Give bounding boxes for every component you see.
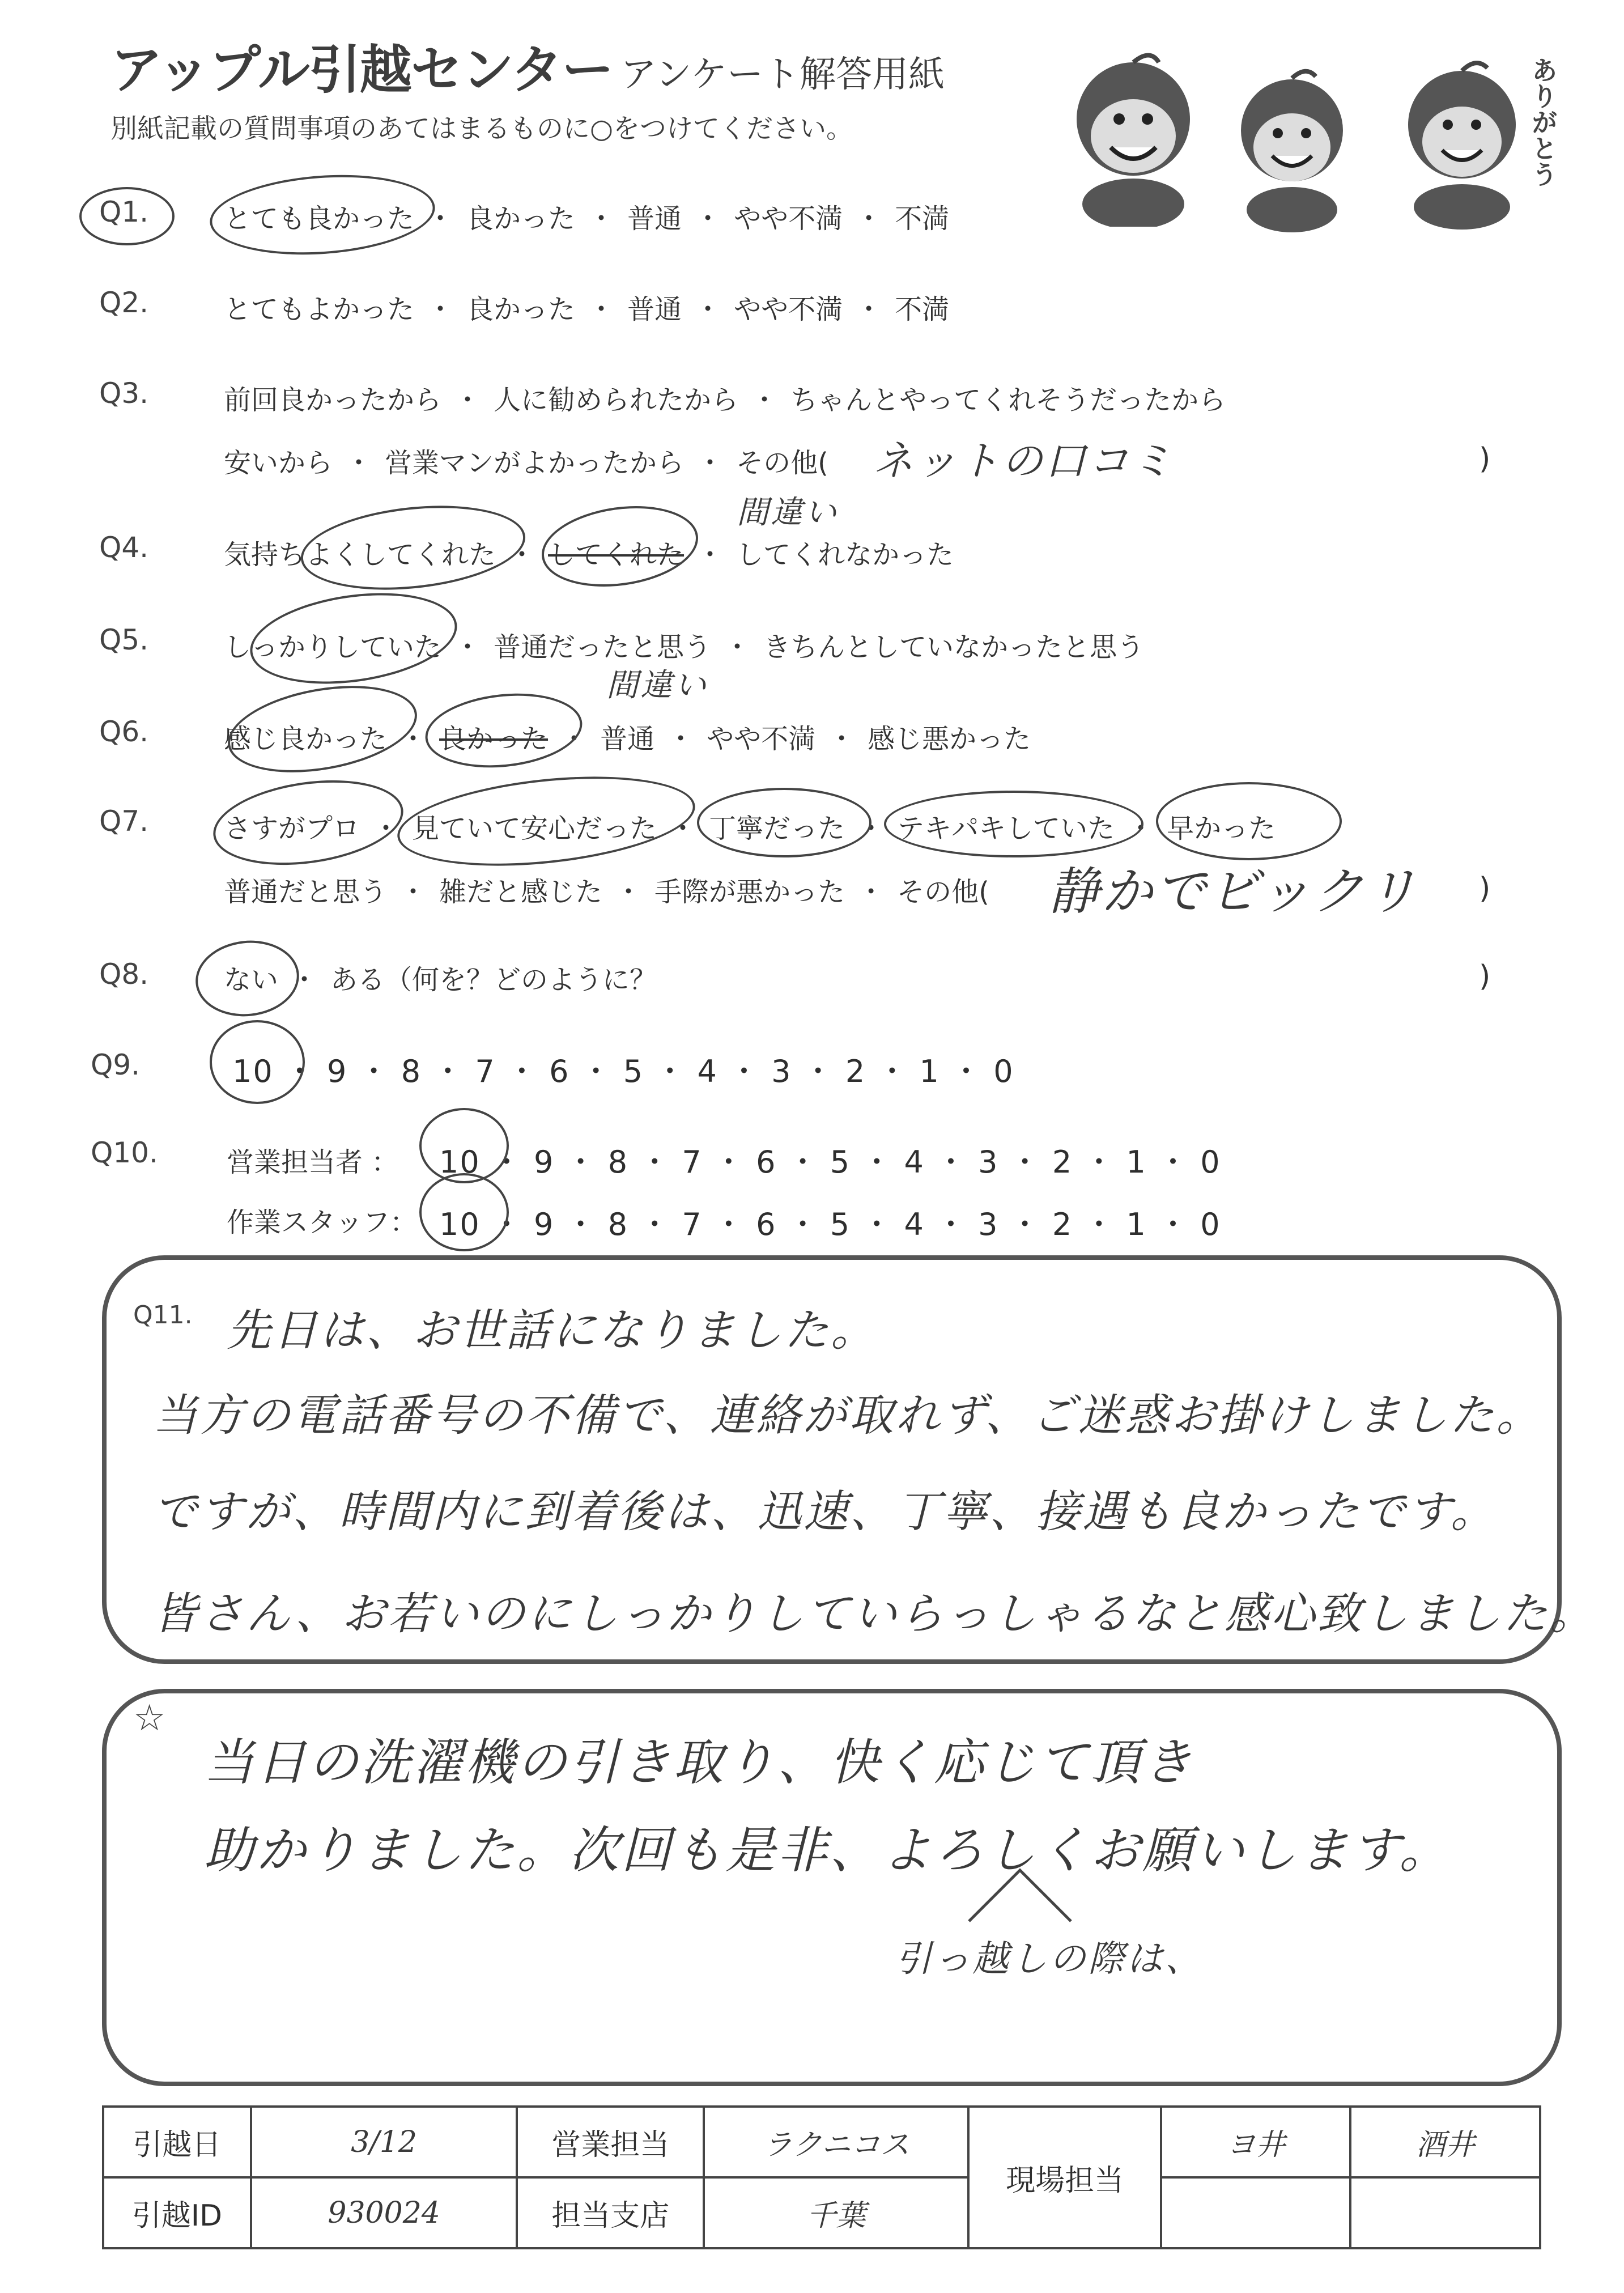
q1-option[interactable]: やや不満: [734, 203, 843, 235]
q3-option[interactable]: 安いから: [224, 447, 333, 479]
answer-circle: [419, 1108, 509, 1183]
insert-caret-icon: [963, 1865, 1077, 1927]
q7-option[interactable]: その他(: [897, 876, 989, 908]
q11-comment-line: 皆さん、お若いのにしっかりしていらっしゃるなと感心致しました。: [153, 1589, 1596, 1640]
mascot-banner: ありがとう: [1528, 57, 1558, 187]
q5-label: Q5.: [99, 623, 149, 656]
q3-option[interactable]: 営業マンがよかったから: [385, 447, 685, 479]
close-paren: ): [1479, 872, 1491, 906]
move-id-label: 引越ID: [103, 2177, 251, 2248]
q7-other-answer: 静かでビックリ: [1048, 862, 1419, 922]
q1-option[interactable]: 普通: [627, 203, 682, 235]
q7-option[interactable]: テキパキしていた: [897, 813, 1115, 844]
move-date-label: 引越日: [103, 2107, 251, 2177]
site-staff: ヨ井: [1161, 2107, 1351, 2177]
q3-label: Q3.: [99, 377, 149, 410]
extra-comment-line: 当日の洗濯機の引き取り、快く応じて頂き: [204, 1733, 1195, 1791]
answer-circle: [1156, 782, 1342, 860]
q1-label: Q1.: [99, 196, 149, 228]
sales-label: 営業担当: [517, 2107, 704, 2177]
q3-options-line2: 安いから ・ 営業マンがよかったから ・ その他(: [224, 441, 828, 480]
star-icon: ☆: [133, 1697, 166, 1739]
q6-correction-note: 間違い: [606, 667, 708, 704]
q3-option[interactable]: 前回良かったから: [224, 384, 442, 416]
branch-label: 担当支店: [517, 2177, 704, 2248]
q5-option[interactable]: きちんとしていなかったと思う: [763, 631, 1145, 663]
q3-options-line1: 前回良かったから ・ 人に勧められたから ・ ちゃんとやってくれそうだったから: [224, 378, 1226, 417]
monkey-mascot-icon: [1207, 62, 1377, 232]
q10-staff-scale[interactable]: 10 ・ 9 ・ 8 ・ 7 ・ 6 ・ 5 ・ 4 ・ 3 ・ 2 ・ 1 ・ 0: [439, 1207, 1221, 1242]
q1-option[interactable]: 良かった: [466, 203, 576, 235]
q7-options-line1: さすがプロ ・ 見ていて安心だった ・ 丁寧だった ・ テキパキしていた ・ 早かった: [224, 806, 1276, 846]
form-title: アップル引越センター: [110, 40, 613, 100]
q2-option[interactable]: とてもよかった: [224, 294, 415, 325]
answer-circle: [697, 788, 871, 857]
q11-comment-line: ですが、時間内に到着後は、迅速、丁寧、接遇も良かったです。: [153, 1487, 1497, 1538]
answer-circle: [297, 496, 530, 600]
form-subtitle: アンケート解答用紙: [620, 54, 945, 96]
answer-circle: [393, 764, 700, 878]
q4-label: Q4.: [99, 531, 149, 564]
q7-options-line2: 普通だと思う ・ 雑だと感じた ・ 手際が悪かった ・ その他(: [224, 870, 989, 909]
q11-comment-line: 当方の電話番号の不備で、連絡が取れず、ご迷惑お掛けしました。: [153, 1390, 1543, 1441]
q10-staff-label: 作業スタッフ：: [227, 1207, 418, 1238]
q6-options: 感じ良かった ・ 良かった ・ 普通 ・ やや不満 ・ 感じ悪かった: [224, 717, 1031, 756]
answer-circle: [419, 1173, 509, 1251]
q6-option[interactable]: やや不満: [707, 723, 816, 755]
extra-insert-note: 引っ越しの際は、: [895, 1938, 1204, 1980]
answer-circle: [192, 936, 303, 1021]
close-paren: ): [1479, 959, 1491, 993]
q9-scale[interactable]: 10 ・ 9 ・ 8 ・ 7 ・ 6 ・ 5 ・ 4 ・ 3 ・ 2 ・ 1 ・ 0: [232, 1054, 1014, 1089]
q7-option[interactable]: 見ていて安心だった: [412, 813, 657, 844]
q9-label: Q9.: [91, 1048, 141, 1081]
q10-sales-scale[interactable]: 10 ・ 9 ・ 8 ・ 7 ・ 6 ・ 5 ・ 4 ・ 3 ・ 2 ・ 1 ・ 0: [439, 1144, 1221, 1180]
q4-options: 気持ちよくしてくれた ・ してくれた ・ してくれなかった: [224, 533, 954, 572]
q3-option[interactable]: 人に勧められたから: [494, 384, 739, 416]
q11-comment-line: 先日は、お世話になりました。: [227, 1305, 878, 1356]
q4-option[interactable]: してくれた: [548, 539, 685, 571]
q6-option[interactable]: 良かった: [439, 723, 549, 755]
site-staff-empty: [1350, 2177, 1540, 2248]
info-table: [102, 2105, 1541, 2249]
q1-options: とても良かった ・ 良かった ・ 普通 ・ やや不満 ・ 不満: [224, 197, 949, 236]
q6-label: Q6.: [99, 715, 149, 748]
close-paren: ): [1479, 442, 1491, 476]
q7-option[interactable]: 丁寧だった: [709, 813, 845, 844]
q7-option[interactable]: さすがプロ: [224, 813, 360, 844]
q2-option[interactable]: 不満: [895, 294, 950, 325]
q8-label: Q8.: [99, 958, 149, 991]
monkey-mascot-icon: [1037, 51, 1230, 227]
instruction-text: 別紙記載の質問事項のあてはまるものに○をつけてください。: [110, 113, 853, 145]
site-staff-empty: [1161, 2177, 1351, 2248]
q7-option[interactable]: 手際が悪かった: [654, 876, 845, 908]
q7-option[interactable]: 早かった: [1167, 813, 1276, 844]
q6-option[interactable]: 感じ良かった: [224, 723, 388, 755]
q7-label: Q7.: [99, 805, 149, 838]
q7-option[interactable]: 普通だと思う: [224, 876, 388, 908]
move-id-value: 930024: [251, 2177, 517, 2248]
answer-circle: [537, 496, 704, 596]
q4-option[interactable]: 気持ちよくしてくれた: [224, 539, 496, 571]
q6-option[interactable]: 普通: [600, 723, 655, 755]
sales-value: ラクニコス: [704, 2107, 968, 2177]
q1-option[interactable]: 不満: [895, 203, 950, 235]
answer-circle: [422, 686, 586, 775]
q2-label: Q2.: [99, 286, 149, 319]
q5-option[interactable]: しっかりしていた: [224, 631, 442, 663]
q11-label: Q11.: [133, 1301, 193, 1330]
q7-option[interactable]: 雑だと感じた: [439, 876, 603, 908]
q3-option[interactable]: ちゃんとやってくれそうだったから: [790, 384, 1226, 416]
answer-circle: [221, 673, 424, 786]
answer-circle: [244, 581, 463, 696]
q3-option[interactable]: その他(: [736, 447, 828, 479]
q4-option[interactable]: してくれなかった: [736, 539, 954, 571]
move-date-value: 3/12: [251, 2107, 517, 2177]
q10-label: Q10.: [91, 1136, 158, 1169]
answer-circle: [79, 187, 175, 245]
answer-circle: [884, 791, 1143, 857]
q5-options: しっかりしていた ・ 普通だったと思う ・ きちんとしていなかったと思う: [224, 625, 1144, 664]
q1-option[interactable]: とても良かった: [224, 203, 415, 235]
q5-option[interactable]: 普通だったと思う: [494, 631, 712, 663]
site-staff: 酒井: [1350, 2107, 1540, 2177]
q3-other-answer: ネットの口コミ: [873, 437, 1175, 485]
q6-option[interactable]: 感じ悪かった: [868, 723, 1031, 755]
answer-circle: [208, 769, 409, 876]
q4-correction-note: 間違い: [737, 494, 839, 531]
q10-sales-label: 営業担当者 ：: [227, 1146, 399, 1178]
q8-option[interactable]: ない: [224, 964, 279, 996]
q2-options: とてもよかった ・ 良かった ・ 普通 ・ やや不満 ・ 不満: [224, 287, 949, 326]
branch-value: 千葉: [704, 2177, 968, 2248]
extra-comment-line: 助かりました。次回も是非、よろしくお願いします。: [204, 1821, 1451, 1879]
q2-option[interactable]: 普通: [627, 294, 682, 325]
site-label: 現場担当: [968, 2107, 1160, 2248]
q8-option[interactable]: ある（何を？どのように？: [330, 964, 657, 996]
q2-option[interactable]: やや不満: [734, 294, 843, 325]
q2-option[interactable]: 良かった: [466, 294, 576, 325]
answer-circle: [210, 1020, 305, 1104]
answer-circle: [207, 168, 438, 261]
q8-options: ない ・ ある（何を？どのように？: [224, 958, 657, 997]
